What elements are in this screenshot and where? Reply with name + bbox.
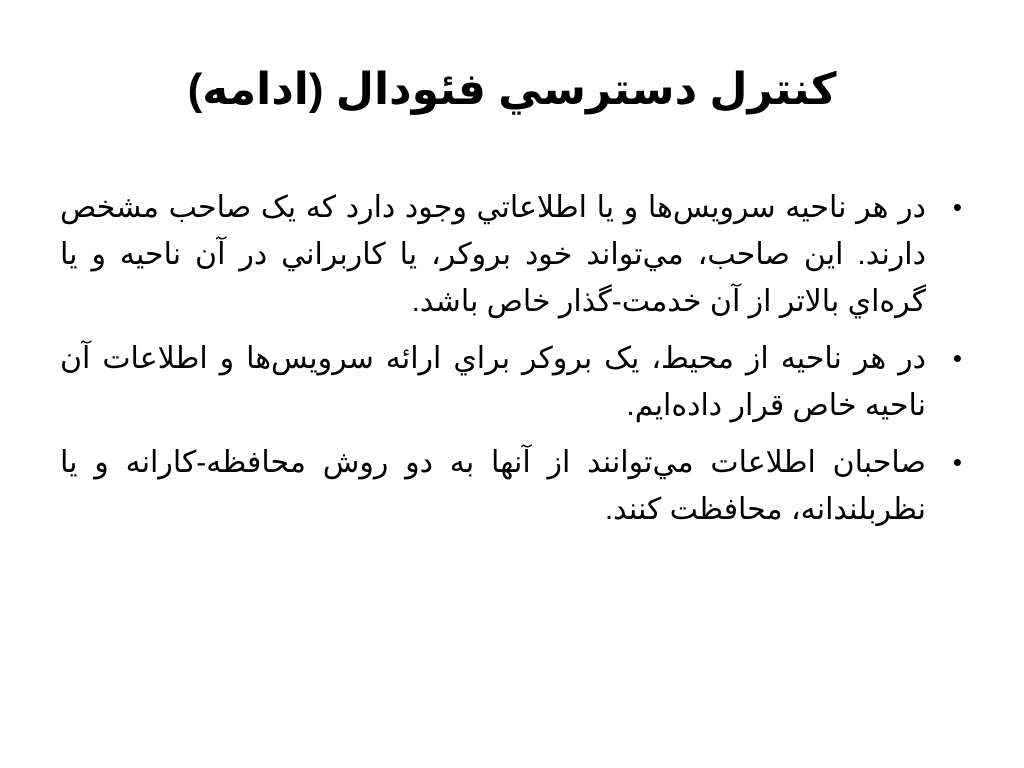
bullet-item bbox=[60, 184, 964, 325]
bullet-list bbox=[60, 184, 964, 543]
bullet-text: در هر ناحيه از محيط، يک بروکر براي ارائه سرويس‌ها و اطلاعات آن ناحيه خاص قرار داده‌ايم. bbox=[60, 342, 926, 422]
bullet-item bbox=[60, 335, 964, 429]
bullet-text: صاحبان اطلاعات مي‌توانند از آنها به دو روش محافظه-کارانه و يا نظربلندانه، محافظت کنند. bbox=[60, 446, 926, 526]
bullet-dot-icon: • bbox=[952, 192, 962, 222]
bullet-item bbox=[60, 439, 964, 533]
bullet-dot-icon: • bbox=[952, 343, 962, 373]
bullet-text: در هر ناحيه سرويس‌ها و يا اطلاعاتي وجود دارد که يک صاحب مشخص دارند. اين صاحب، مي‌تواند خود بروکر، يا کاربراني در آن ناحيه و يا گره‌اي بالاتر از آن خدمت-گذار خاص باشد. bbox=[60, 191, 926, 318]
bullet-dot-icon: • bbox=[952, 447, 962, 477]
slide-title: کنترل دسترسي فئودال (ادامه) bbox=[187, 65, 837, 114]
